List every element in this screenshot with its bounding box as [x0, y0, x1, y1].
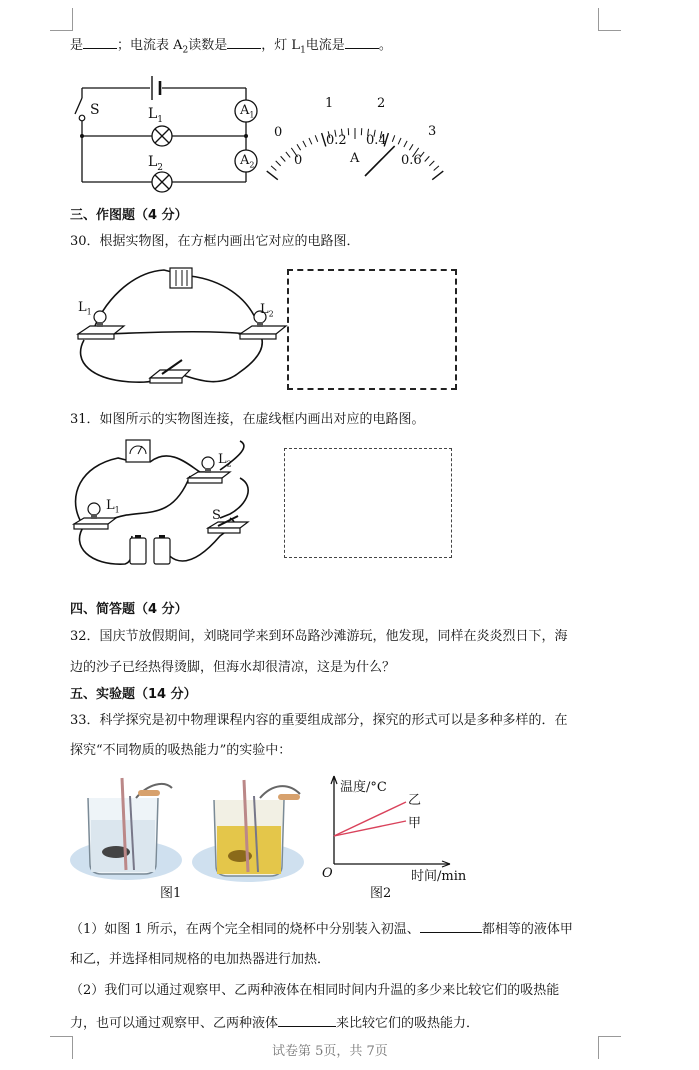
meter-top-tick-1: 1: [325, 96, 334, 111]
question-33-sub1-line-2: 和乙，并选择相同规格的电加热器进行加热．: [70, 952, 331, 967]
question-30-text: 30．根据实物图，在方框内画出它对应的电路图．: [70, 234, 360, 249]
meter-tick: [432, 171, 443, 180]
meter-top-tick-2: 2: [377, 96, 386, 111]
figure-1-beakers: [68, 776, 328, 886]
corner-mark-top-right: [598, 8, 621, 31]
graph-line-yi-label: 乙: [408, 793, 422, 808]
meter-tick: [409, 144, 413, 150]
meter-bottom-tick-0: 0: [294, 153, 303, 168]
meter-top-tick-0: 0: [274, 125, 283, 140]
switch-label: S: [90, 102, 100, 118]
meter-tick: [425, 156, 430, 161]
answer-blank[interactable]: [278, 1012, 336, 1027]
meter-tick: [286, 152, 290, 158]
answer-blank[interactable]: [345, 34, 379, 49]
meter-tick: [392, 135, 394, 142]
lamp1-label: $L_1$: [148, 106, 164, 125]
q30-lamp2-label: $L_2$: [260, 302, 274, 319]
text-fragment: 是: [70, 38, 84, 53]
meter-tick: [271, 166, 276, 171]
graph-line-jia-label: 甲: [408, 816, 422, 831]
question-continuation-line: [70, 34, 392, 61]
meter-tick: [398, 138, 401, 144]
q31-lamp1-label: $L_1$: [106, 498, 120, 515]
q30-answer-box[interactable]: [287, 269, 457, 390]
graph-x-label: 时间/min: [411, 869, 467, 884]
ammeter1-label: $A_1$: [240, 103, 255, 120]
question-33-sub1-line-1: [70, 918, 573, 940]
q31-switch-label: S: [212, 508, 221, 523]
meter-tick: [429, 161, 434, 166]
question-33-sub2-line-2: [70, 1012, 479, 1034]
question-32-line-1: 32．国庆节放假期间，刘晓同学来到环岛路沙滩游玩，他发现，同样在炎炎烈日下，海: [70, 629, 568, 644]
q31-answer-box[interactable]: [284, 448, 452, 558]
q31-physical-circuit: [70, 436, 280, 576]
q30-physical-circuit: [72, 262, 282, 392]
meter-tick: [297, 144, 301, 150]
q31-lamp2-label: $L_2$: [218, 452, 232, 469]
text-fragment: （1）如图 1 所示，在两个完全相同的烧杯中分别装入初温、: [70, 922, 420, 937]
figure-2-caption: 图2: [370, 886, 392, 901]
ammeter2-label: $A_2$: [240, 153, 255, 170]
lamp2-label: $L_2$: [148, 154, 164, 173]
question-33-line-2: 探究“不同物质的吸热能力”的实验中：: [70, 743, 292, 758]
text-fragment: 力，也可以通过观察甲、乙两种液体: [70, 1016, 279, 1031]
text-fragment: 来比较它们的吸热能力．: [336, 1016, 480, 1031]
meter-tick: [404, 141, 407, 147]
section-5-heading: 五、实验题（14 分）: [70, 687, 197, 702]
q30-lamp1-label: $L_1$: [78, 300, 92, 317]
text-fragment: 。: [378, 38, 392, 53]
section-3-heading: 三、作图题（4 分）: [70, 208, 188, 223]
question-32-line-2: 边的沙子已经热得烫脚，但海水却很清凉，这是为什么？: [70, 660, 396, 675]
answer-blank[interactable]: [420, 918, 482, 933]
meter-unit: A: [350, 151, 360, 166]
text-fragment: 都相等的液体甲: [481, 922, 573, 937]
meter-bottom-tick-1: 0.2: [326, 133, 347, 148]
subscript: 2: [182, 45, 189, 56]
meter-tick: [276, 161, 281, 166]
meter-bottom-tick-2: 0.4: [366, 133, 387, 148]
subscript: 1: [300, 45, 306, 56]
meter-tick: [281, 156, 286, 161]
text-fragment: 读数是: [188, 38, 228, 53]
meter-tick: [303, 141, 306, 147]
text-fragment: ；电流表 A: [117, 38, 183, 53]
meter-tick: [434, 166, 439, 171]
corner-mark-top-left: [50, 8, 73, 31]
meter-top-tick-3: 3: [428, 124, 437, 139]
meter-tick: [309, 138, 312, 144]
corner-mark-bottom-left: [50, 1036, 73, 1059]
answer-blank[interactable]: [83, 34, 117, 49]
question-33-sub2-line-1: （2）我们可以通过观察甲、乙两种液体在相同时间内升温的多少来比较它们的吸热能: [70, 983, 560, 998]
question-31-text: 31．如图所示的实物图连接，在虚线框内画出对应的电路图。: [70, 412, 425, 427]
answer-blank[interactable]: [227, 34, 261, 49]
section-4-heading: 四、简答题（4 分）: [70, 602, 188, 617]
meter-tick: [315, 135, 317, 142]
meter-bottom-tick-3: 0.6: [401, 153, 422, 168]
text-fragment: 电流是: [305, 38, 345, 53]
page-footer: 试卷第 5页，共 7页: [272, 1044, 388, 1059]
graph-y-label: 温度/°C: [340, 780, 387, 795]
graph-origin-label: O: [322, 866, 333, 881]
text-fragment: ，灯 L: [261, 38, 301, 53]
corner-mark-bottom-right: [598, 1036, 621, 1059]
question-33-line-1: 33．科学探究是初中物理课程内容的重要组成部分，探究的形式可以是多种多样的．在: [70, 713, 568, 728]
figure-1-caption: 图1: [160, 886, 182, 901]
